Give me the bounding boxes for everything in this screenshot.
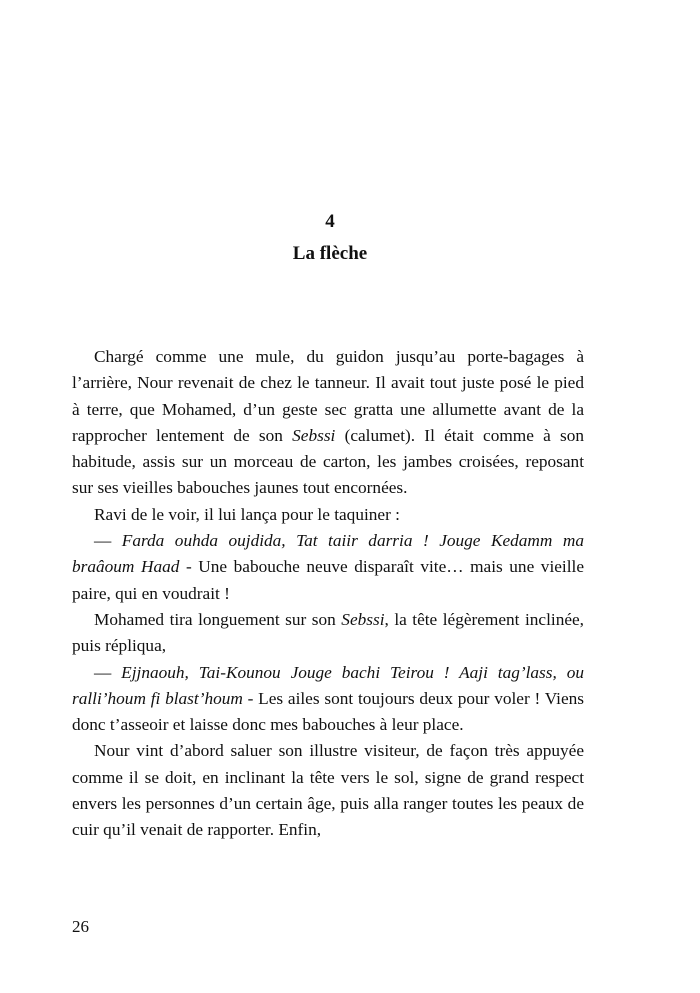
paragraph: [72, 660, 584, 739]
chapter-number: 4: [325, 211, 335, 232]
italic-text: Farda ouhda oujdida, Tat taiir darria ! Jouge Kedamm ma braâoum Haad: [72, 531, 584, 577]
body-text: [72, 344, 584, 844]
paragraph: [72, 738, 584, 843]
text-segment: (calumet). Il était comme à son habitude, assis sur un morceau de carton, les jambes croisées, reposant sur ses vieilles babouches jaunes tout encornées.: [72, 425, 585, 498]
text-segment: , la tête légèrement inclinée, puis répliqua,: [72, 609, 584, 656]
paragraph: [72, 502, 584, 528]
italic-text: Ejjnaouh, Tai-Kounou Jouge bachi Teirou ! Aaji tag’lass, ou ralli’houm fi blast’houm: [72, 662, 584, 708]
page-number: 26: [72, 917, 89, 936]
italic-text: Sebssi: [292, 425, 336, 445]
text-segment: —: [94, 662, 122, 682]
paragraph: [72, 607, 584, 660]
text-segment: - Les ailes sont toujours deux pour voler ! Viens donc t’asseoir et laisse donc mes babouches à leur place.: [72, 688, 584, 735]
text-segment: Ravi de le voir, il lui lança pour le taquiner :: [94, 504, 400, 524]
text-segment: - Une babouche neuve disparaît vite… mais une vieille paire, qui en voudrait !: [72, 557, 584, 603]
text-segment: Mohamed tira longuement sur son: [94, 609, 342, 629]
paragraph: [72, 344, 584, 502]
text-segment: —: [94, 531, 122, 551]
text-segment: Chargé comme une mule, du guidon jusqu’au porte-bagages à l’arrière, Nour revenait de chez le tanneur. Il avait tout juste posé le pied à terre, que Mohamed, d’un geste sec gratta une allumette avant de la rapprocher lentement de son: [72, 347, 584, 445]
italic-text: Sebssi: [341, 609, 385, 629]
text-segment: Nour vint d’abord saluer son illustre visiteur, de façon très appuyée comme il se doit, en inclinant la tête vers le sol, signe de grand respect envers les personnes d’un certain âge, puis alla ranger toutes les peaux de cuir qu’il venait de rapporter. Enfin,: [72, 741, 584, 840]
paragraph: [72, 528, 584, 607]
chapter-title: La flèche: [292, 243, 368, 264]
